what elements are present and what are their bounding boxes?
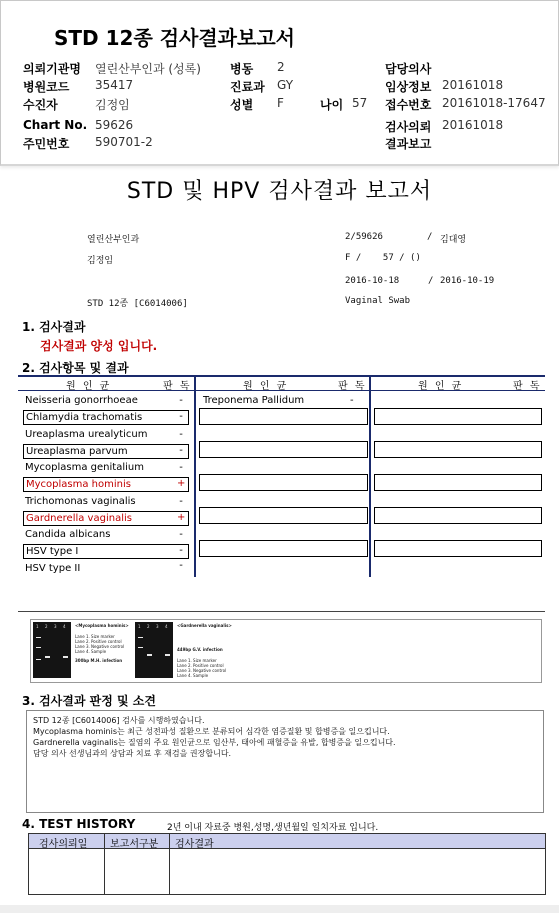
clinical-value: 20161018 — [442, 78, 504, 92]
organism-result: - — [179, 496, 183, 507]
info-slash2: / — [428, 276, 434, 286]
positive-result: 검사결과 양성 입니다. — [40, 339, 158, 353]
organism-row: HSV type I — [23, 544, 189, 559]
sex-label: 성별 — [230, 98, 254, 112]
info-test: STD 12종 [C6014006] — [87, 299, 188, 309]
info-slash1: / — [427, 232, 433, 242]
gel-legend: Lane 4. Sample — [177, 673, 209, 678]
sheet-title: STD 및 HPV 검사결과 보고서 — [126, 179, 433, 204]
hospital-code-label: 병원코드 — [23, 80, 70, 94]
col1-res-header: 판 독 — [163, 381, 192, 392]
organism-result-positive: + — [177, 512, 186, 523]
info-date-to: 2016-10-19 — [440, 276, 495, 286]
gel-legend: Lane 1. Size marker — [75, 634, 115, 639]
organism-row-positive: Gardnerella vaginalis — [23, 511, 189, 526]
organism-result: - — [179, 560, 183, 571]
section4-title: 4. TEST HISTORY — [22, 817, 136, 831]
col2-res-header: 판 독 — [338, 381, 367, 392]
id-value: 590701-2 — [95, 135, 153, 149]
organism-result-positive: + — [177, 478, 186, 489]
organism-row: Chlamydia trachomatis — [23, 410, 189, 425]
opinion-line: 담당 의사 선생님과의 상담과 치료 후 재검을 권장합니다. — [33, 749, 232, 758]
history-col-type: 보고서구분 — [110, 839, 159, 850]
organism-result: - — [179, 545, 183, 556]
gel-legend: Lane 3. Negative control — [75, 644, 125, 649]
organism-row: Mycoplasma genitalium — [25, 462, 144, 473]
lane-number: 1 — [36, 624, 39, 629]
report-label: 결과보고 — [385, 137, 432, 151]
gel-electrophoresis-panel — [30, 619, 542, 683]
gel-legend: Lane 4. Sample — [75, 649, 107, 654]
request-value: 20161018 — [442, 118, 504, 132]
gel-legend: Lane 2. Positive control — [75, 639, 122, 644]
gel-band — [138, 647, 143, 648]
empty-cell — [374, 408, 542, 425]
info-chart: 2/59626 — [345, 232, 383, 242]
table-divider-2 — [369, 377, 371, 577]
gel-legend: Lane 1. Size marker — [177, 658, 217, 663]
doctor-label: 담당의사 — [385, 62, 432, 76]
history-col-date: 검사의뢰일 — [39, 839, 88, 850]
col3-res-header: 판 독 — [513, 381, 542, 392]
col1-org-header: 원 인 균 — [66, 381, 112, 392]
organism-result: - — [179, 462, 183, 473]
gel-band — [138, 637, 143, 638]
table-divider-1 — [194, 377, 196, 577]
gel-band — [36, 637, 41, 638]
history-col-divider — [104, 834, 105, 894]
organism-row: HSV type II — [25, 563, 81, 574]
info-date-from: 2016-10-18 — [345, 276, 400, 286]
gel-band — [45, 656, 50, 658]
info-name: 김정임 — [87, 256, 114, 266]
opinion-box — [26, 710, 544, 813]
receipt-label: 접수번호 — [385, 98, 432, 112]
age-value: 57 — [352, 96, 368, 110]
table-bottom-rule — [18, 611, 545, 612]
organism-row: Neisseria gonorrhoeae — [25, 395, 138, 406]
gel-image-right — [135, 622, 173, 678]
organism-result: - — [179, 445, 183, 456]
info-specimen: Vaginal Swab — [345, 296, 411, 306]
history-note: 2년 이내 자료중 병원,성명,생년월일 일치자료 입니다. — [167, 823, 379, 833]
history-table — [28, 833, 546, 895]
info-sex-age: F / 57 / () — [345, 253, 421, 263]
lane-number: 2 — [147, 624, 150, 629]
patient-label: 수진자 — [23, 98, 58, 112]
history-col-divider — [169, 834, 170, 894]
gel-image-left — [33, 622, 71, 678]
opinion-line: Mycoplasma hominis는 최근 성전파성 질환으로 분류되어 심각한 염증질환 및 합병증을 일으킵니다. — [33, 727, 390, 736]
col2-org-header: 원 인 균 — [243, 381, 289, 392]
organism-result: - — [179, 429, 183, 440]
gel-band — [36, 659, 41, 660]
col3-org-header: 원 인 균 — [418, 381, 464, 392]
lane-number: 3 — [54, 624, 57, 629]
hospital-code-value: 35417 — [95, 78, 134, 92]
lane-number: 3 — [156, 624, 159, 629]
chart-label: Chart No. — [23, 118, 88, 132]
gel-band — [36, 647, 41, 648]
gel-left-title: <Mycoplasma hominis> — [75, 623, 129, 628]
ward-value: 2 — [277, 60, 285, 74]
empty-cell — [199, 540, 368, 557]
organism-result: - — [350, 395, 354, 406]
lane-number: 1 — [138, 624, 141, 629]
dept-label: 진료과 — [230, 80, 265, 94]
lane-number: 4 — [63, 624, 66, 629]
info-doctor: 김대영 — [440, 235, 467, 245]
organism-result: - — [179, 411, 183, 422]
request-label: 검사의뢰 — [385, 120, 432, 134]
empty-cell — [199, 441, 368, 458]
history-header — [29, 834, 545, 849]
gel-legend: Lane 2. Positive control — [177, 663, 224, 668]
gel-left-band-label: 300bp M.H. infection — [75, 658, 123, 663]
gel-band — [63, 656, 68, 658]
organism-row: Ureaplasma parvum — [23, 444, 189, 459]
sex-value: F — [277, 96, 284, 110]
opinion-line: Gardnerella vaginalis는 질염의 주요 원인균으로 임산부, 태아에 패혈증을 유발, 합병증을 일으킵니다. — [33, 738, 396, 747]
organism-row: Candida albicans — [25, 529, 111, 540]
gel-right-band-label: 449bp G.V. infection — [177, 647, 223, 652]
hospital-label: 의뢰기관명 — [23, 62, 81, 76]
gel-band — [165, 654, 170, 656]
age-label: 나이 — [320, 98, 344, 112]
empty-cell — [374, 540, 542, 557]
organism-result: - — [179, 395, 183, 406]
hospital-value: 열린산부인과 (성록) — [95, 62, 201, 76]
receipt-value: 20161018-17647 — [442, 96, 546, 110]
empty-cell — [199, 474, 368, 491]
history-col-result: 검사결과 — [175, 839, 214, 850]
section2-title: 2. 검사항목 및 결과 — [22, 361, 129, 375]
lane-number: 4 — [165, 624, 168, 629]
opinion-line: STD 12종 [C6014006] 검사를 시행하였습니다. — [33, 716, 205, 725]
gel-right-title: <Gardnerella vaginalis> — [177, 623, 232, 628]
ward-label: 병동 — [230, 62, 254, 76]
lane-number: 2 — [45, 624, 48, 629]
empty-cell — [374, 507, 542, 524]
empty-cell — [199, 507, 368, 524]
gel-band — [147, 654, 152, 656]
empty-cell — [374, 474, 542, 491]
empty-cell — [199, 408, 368, 425]
section1-title: 1. 검사결과 — [22, 320, 86, 334]
organism-row-positive: Mycoplasma hominis — [23, 477, 189, 492]
patient-value: 김정임 — [95, 98, 130, 112]
organism-row: Trichomonas vaginalis — [25, 496, 136, 507]
dept-value: GY — [277, 78, 294, 92]
clinical-label: 임상정보 — [385, 80, 432, 94]
gel-legend: Lane 3. Negative control — [177, 668, 227, 673]
page-bottom-edge — [0, 905, 559, 913]
organism-result: - — [179, 529, 183, 540]
section3-title: 3. 검사결과 판정 및 소견 — [22, 694, 156, 708]
organism-row: Ureaplasma urealyticum — [25, 429, 148, 440]
empty-cell — [374, 441, 542, 458]
id-label: 주민번호 — [23, 137, 70, 151]
organism-row: Treponema Pallidum — [203, 395, 305, 406]
report-title: STD 12종 검사결과보고서 — [54, 26, 295, 50]
chart-value: 59626 — [95, 118, 134, 132]
info-clinic: 열린산부인과 — [87, 235, 140, 245]
